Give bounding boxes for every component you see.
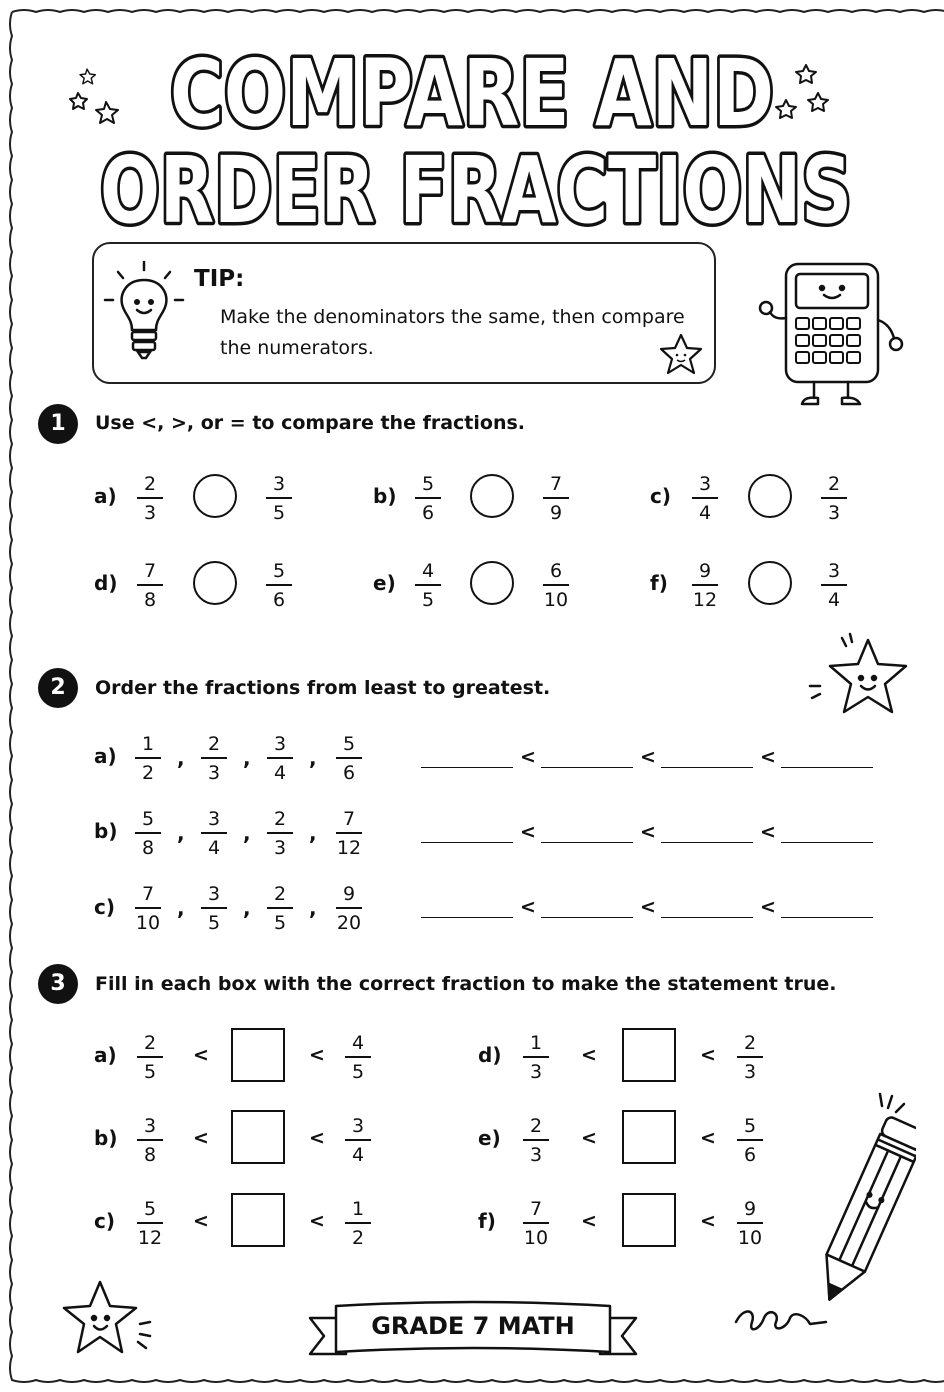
title-line-2: ORDER FRACTIONS xyxy=(100,137,852,240)
fraction-right: $\frac{3}{5}$ xyxy=(257,472,301,525)
fraction: $\frac{7}{12}$ xyxy=(336,808,362,859)
less-than-sign: < xyxy=(640,896,656,918)
question-3-badge: 3 xyxy=(38,964,78,1004)
compare-answer-circle[interactable] xyxy=(748,474,792,518)
question-1-instruction: Use <, >, or = to compare the fractions. xyxy=(95,412,526,434)
item-label: b) xyxy=(94,819,118,843)
comma: , xyxy=(309,896,317,920)
less-than-sign: < xyxy=(193,1127,209,1149)
item-label: d) xyxy=(94,571,118,595)
less-than-sign: < xyxy=(700,1210,716,1232)
item-label: e) xyxy=(373,571,396,595)
comma: , xyxy=(177,896,185,920)
less-than-sign: < xyxy=(520,821,536,843)
question-3-instruction: Fill in each box with the correct fraction to make the statement true. xyxy=(95,973,837,995)
question-2-badge: 2 xyxy=(38,668,78,708)
less-than-sign: < xyxy=(760,896,776,918)
less-than-sign: < xyxy=(640,821,656,843)
fraction-left: $\frac{2}{3}$ xyxy=(128,472,172,525)
fraction-left: $\frac{7}{10}$ xyxy=(523,1198,549,1249)
answer-blank[interactable] xyxy=(421,842,513,843)
fraction-left: $\frac{2}{5}$ xyxy=(128,1031,172,1084)
fraction-right: $\frac{3}{4}$ xyxy=(336,1114,380,1167)
comma: , xyxy=(243,746,251,770)
less-than-sign: < xyxy=(581,1210,597,1232)
fraction-left: $\frac{3}{8}$ xyxy=(128,1114,172,1167)
item-label: b) xyxy=(373,484,397,508)
less-than-sign: < xyxy=(700,1044,716,1066)
comma: , xyxy=(243,821,251,845)
fraction-right: $\frac{6}{10}$ xyxy=(543,560,569,611)
compare-answer-circle[interactable] xyxy=(470,474,514,518)
sparkle-stars-right-icon xyxy=(770,60,840,135)
less-than-sign: < xyxy=(309,1044,325,1066)
fraction: $\frac{2}{3}$ xyxy=(192,732,236,785)
answer-box[interactable] xyxy=(622,1028,676,1082)
fraction-left: $\frac{7}{8}$ xyxy=(128,559,172,612)
less-than-sign: < xyxy=(309,1127,325,1149)
fraction: $\frac{2}{3}$ xyxy=(258,807,302,860)
answer-box[interactable] xyxy=(231,1193,285,1247)
less-than-sign: < xyxy=(581,1127,597,1149)
comma: , xyxy=(177,821,185,845)
fraction: $\frac{5}{8}$ xyxy=(126,807,170,860)
star-mascot-bottom-icon xyxy=(56,1278,158,1364)
star-doodle-icon xyxy=(656,332,706,378)
tip-box xyxy=(92,242,716,384)
fraction-right: $\frac{5}{6}$ xyxy=(728,1114,772,1167)
grade-banner-text: GRADE 7 MATH xyxy=(371,1312,575,1340)
star-mascot-icon xyxy=(806,632,916,724)
fraction-left: $\frac{3}{4}$ xyxy=(683,472,727,525)
less-than-sign: < xyxy=(193,1210,209,1232)
compare-answer-circle[interactable] xyxy=(193,474,237,518)
answer-blank[interactable] xyxy=(661,767,753,768)
fraction-right: $\frac{2}{3}$ xyxy=(812,472,856,525)
answer-blank[interactable] xyxy=(541,767,633,768)
lightbulb-icon xyxy=(100,258,188,368)
answer-blank[interactable] xyxy=(661,917,753,918)
item-label: a) xyxy=(94,744,117,768)
fraction: $\frac{5}{6}$ xyxy=(327,732,371,785)
comma: , xyxy=(309,746,317,770)
less-than-sign: < xyxy=(193,1044,209,1066)
item-label: e) xyxy=(478,1126,501,1150)
fraction-left: $\frac{5}{6}$ xyxy=(406,472,450,525)
fraction: $\frac{7}{10}$ xyxy=(135,883,161,934)
tip-heading: TIP: xyxy=(194,266,245,292)
fraction-left: $\frac{2}{3}$ xyxy=(514,1114,558,1167)
answer-box[interactable] xyxy=(231,1110,285,1164)
item-label: a) xyxy=(94,484,117,508)
fraction: $\frac{3}{4}$ xyxy=(192,807,236,860)
compare-answer-circle[interactable] xyxy=(470,561,514,605)
item-label: c) xyxy=(650,484,671,508)
title-line-1: COMPARE AND xyxy=(170,40,774,147)
less-than-sign: < xyxy=(700,1127,716,1149)
less-than-sign: < xyxy=(760,746,776,768)
answer-blank[interactable] xyxy=(781,842,873,843)
comma: , xyxy=(177,746,185,770)
answer-blank[interactable] xyxy=(421,917,513,918)
fraction: $\frac{3}{5}$ xyxy=(192,882,236,935)
question-2-instruction: Order the fractions from least to greatest. xyxy=(95,677,551,699)
answer-box[interactable] xyxy=(231,1028,285,1082)
fraction-right: $\frac{7}{9}$ xyxy=(534,472,578,525)
compare-answer-circle[interactable] xyxy=(193,561,237,605)
sparkle-stars-left-icon xyxy=(66,60,136,135)
less-than-sign: < xyxy=(520,896,536,918)
item-label: a) xyxy=(94,1043,117,1067)
fraction-right: $\frac{2}{3}$ xyxy=(728,1031,772,1084)
fraction: $\frac{9}{20}$ xyxy=(336,883,362,934)
less-than-sign: < xyxy=(760,821,776,843)
pencil-mascot-icon xyxy=(730,1086,916,1336)
fraction-left: $\frac{1}{3}$ xyxy=(514,1031,558,1084)
answer-blank[interactable] xyxy=(421,767,513,768)
less-than-sign: < xyxy=(309,1210,325,1232)
fraction-right: $\frac{9}{10}$ xyxy=(737,1198,763,1249)
item-label: d) xyxy=(478,1043,502,1067)
answer-box[interactable] xyxy=(622,1110,676,1164)
item-label: f) xyxy=(478,1209,496,1233)
fraction: $\frac{2}{5}$ xyxy=(258,882,302,935)
fraction-left: $\frac{4}{5}$ xyxy=(406,559,450,612)
fraction: $\frac{1}{2}$ xyxy=(126,732,170,785)
fraction-left: $\frac{9}{12}$ xyxy=(692,560,718,611)
answer-box[interactable] xyxy=(622,1193,676,1247)
less-than-sign: < xyxy=(581,1044,597,1066)
comma: , xyxy=(243,896,251,920)
fraction-right: $\frac{3}{4}$ xyxy=(812,559,856,612)
fraction-right: $\frac{5}{6}$ xyxy=(257,559,301,612)
answer-blank[interactable] xyxy=(781,767,873,768)
answer-blank[interactable] xyxy=(781,917,873,918)
answer-blank[interactable] xyxy=(541,917,633,918)
fraction-left: $\frac{5}{12}$ xyxy=(137,1198,163,1249)
answer-blank[interactable] xyxy=(541,842,633,843)
fraction-right: $\frac{1}{2}$ xyxy=(336,1197,380,1250)
less-than-sign: < xyxy=(640,746,656,768)
item-label: c) xyxy=(94,895,115,919)
answer-blank[interactable] xyxy=(661,842,753,843)
fraction: $\frac{3}{4}$ xyxy=(258,732,302,785)
calculator-mascot-icon xyxy=(752,258,908,414)
fraction-right: $\frac{4}{5}$ xyxy=(336,1031,380,1084)
question-1-badge: 1 xyxy=(38,404,78,444)
item-label: b) xyxy=(94,1126,118,1150)
less-than-sign: < xyxy=(520,746,536,768)
item-label: c) xyxy=(94,1209,115,1233)
tip-text: Make the denominators the same, then compare the numerators. xyxy=(220,306,685,359)
item-label: f) xyxy=(650,571,668,595)
comma: , xyxy=(309,821,317,845)
compare-answer-circle[interactable] xyxy=(748,561,792,605)
